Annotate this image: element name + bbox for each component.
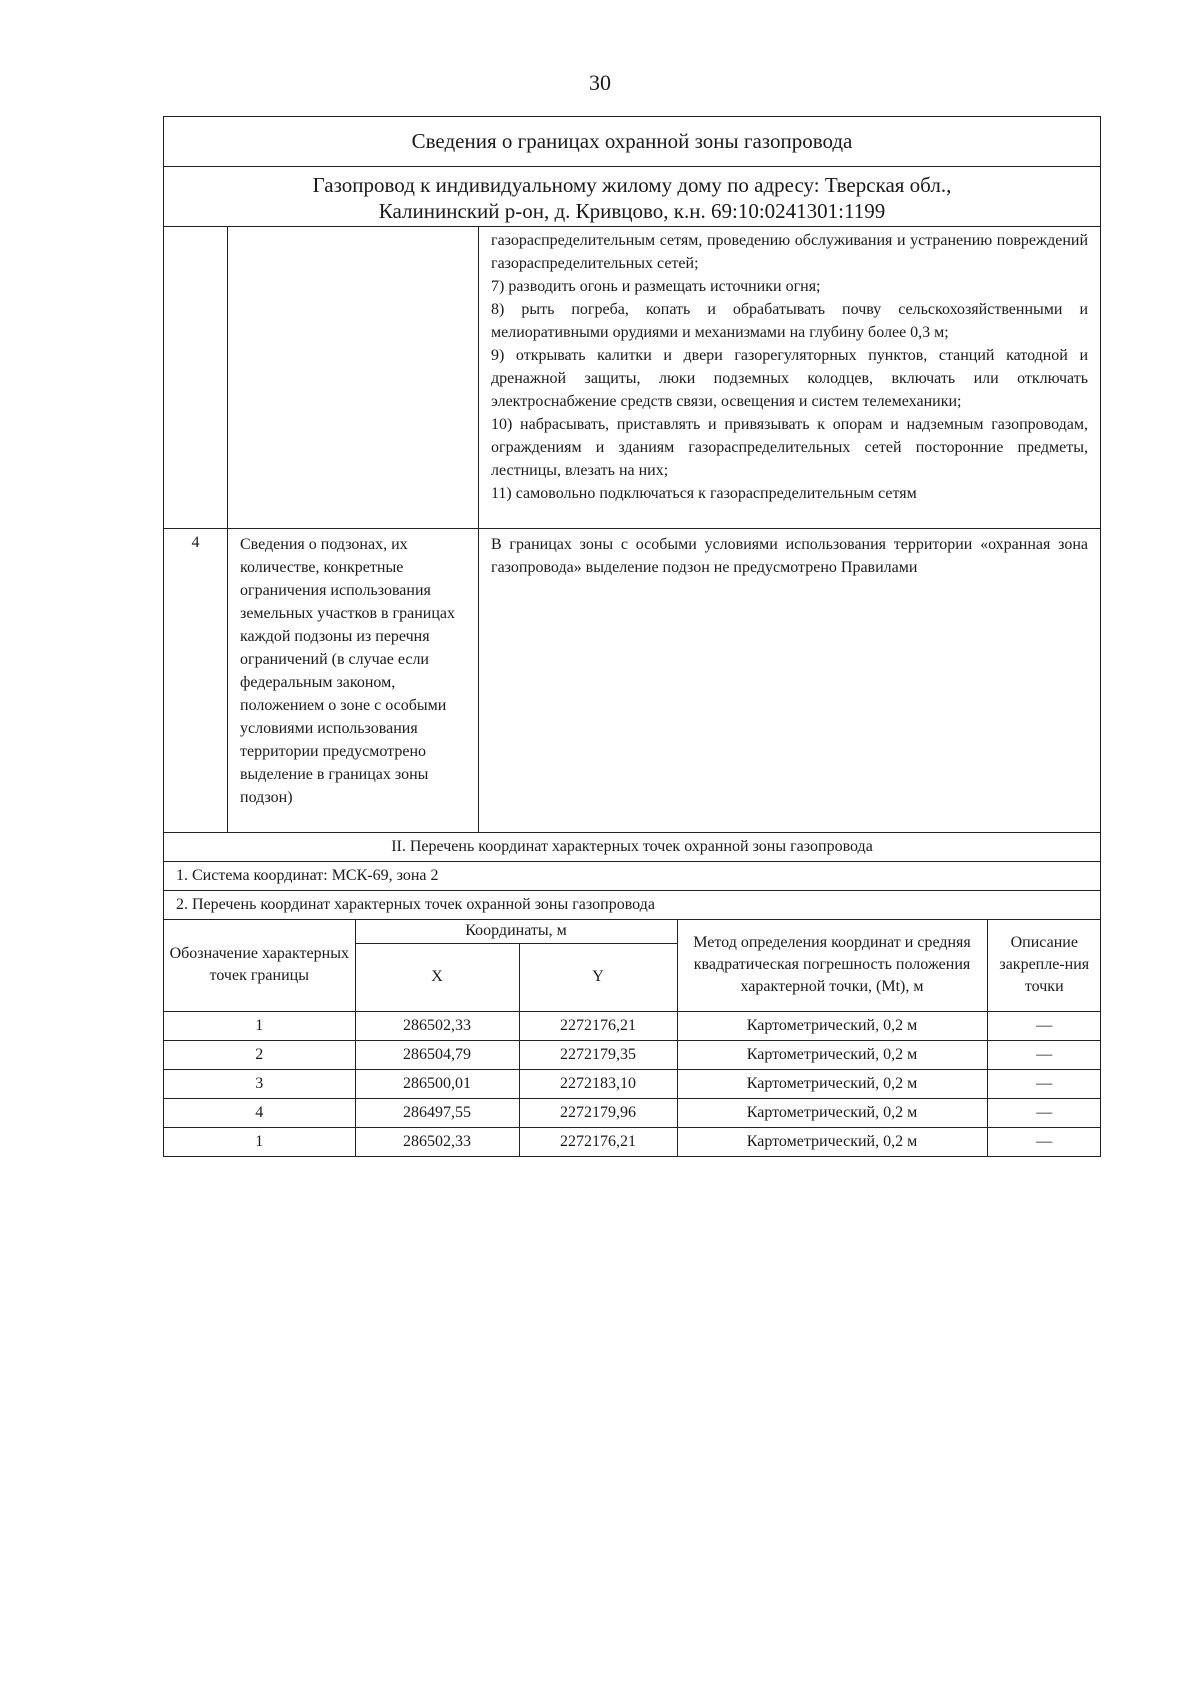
continued-row-description bbox=[228, 227, 479, 529]
table-row bbox=[164, 1127, 1101, 1156]
restriction-text: 10) набрасывать, приставлять и привязывать к опорам и надземным газопроводам, ограждениям и зданиям газораспределительных сетей посторонние предметы, лестницы, влезать на них; bbox=[491, 416, 1089, 479]
y-value: 2272179,96 bbox=[519, 1098, 677, 1127]
object-heading bbox=[164, 167, 1101, 227]
x-value: 286502,33 bbox=[355, 1127, 519, 1156]
object-heading-line-2: Калининский р-он, д. Кривцово, к.н. 69:10:0241301:1199 bbox=[378, 198, 886, 223]
zone-info-table bbox=[163, 116, 1101, 1157]
fixing-description: — bbox=[987, 1040, 1101, 1069]
page-number: 30 bbox=[589, 70, 611, 95]
point-id: 2 bbox=[164, 1040, 355, 1069]
fixing-description: — bbox=[987, 1069, 1101, 1098]
restriction-text: 11) самовольно подключаться к газораспределительным сетям bbox=[491, 485, 917, 502]
restriction-text: газораспределительным сетям, проведению обслуживания и устранению повреждений газораспределительных сетей; bbox=[491, 232, 1089, 272]
header-coordinates: Координаты, м bbox=[355, 920, 677, 943]
point-id: 1 bbox=[164, 1011, 355, 1040]
coordinate-table-cell bbox=[164, 920, 1101, 1157]
header-y: Y bbox=[519, 943, 677, 1011]
y-value: 2272176,21 bbox=[519, 1127, 677, 1156]
y-value: 2272176,21 bbox=[519, 1011, 677, 1040]
x-value: 286497,55 bbox=[355, 1098, 519, 1127]
coordinate-table bbox=[164, 920, 1101, 1156]
table-row bbox=[164, 1069, 1101, 1098]
x-value: 286500,01 bbox=[355, 1069, 519, 1098]
point-id: 1 bbox=[164, 1127, 355, 1156]
row-4-description: Сведения о подзонах, их количестве, конкретные ограничения использования земельных участков в границах каждой подзоны из перечня ограничений (в случае если федеральным законом, положением о зоне с особыми условиями использования территории предусмотрено выделение в границах зоны подзон) bbox=[228, 529, 479, 833]
coordinate-list-title: 2. Перечень координат характерных точек охранной зоны газопровода bbox=[164, 891, 1101, 920]
method-value: Картометрический, 0,2 м bbox=[677, 1127, 987, 1156]
document-title: Сведения о границах охранной зоны газопровода bbox=[164, 117, 1101, 167]
point-id: 4 bbox=[164, 1098, 355, 1127]
method-value: Картометрический, 0,2 м bbox=[677, 1011, 987, 1040]
table-row bbox=[164, 1011, 1101, 1040]
x-value: 286504,79 bbox=[355, 1040, 519, 1069]
row-4-value: В границах зоны с особыми условиями использования территории «охранная зона газопровода» выделение подзон не предусмотрено Правилами bbox=[479, 529, 1101, 833]
fixing-description: — bbox=[987, 1098, 1101, 1127]
object-heading-line-1: Газопровод к индивидуальному жилому дому по адресу: Тверская обл., bbox=[312, 172, 952, 197]
method-value: Картометрический, 0,2 м bbox=[677, 1069, 987, 1098]
section-2-title: II. Перечень координат характерных точек охранной зоны газопровода bbox=[164, 833, 1101, 862]
header-x: X bbox=[355, 943, 519, 1011]
restrictions-continued bbox=[479, 227, 1101, 529]
method-value: Картометрический, 0,2 м bbox=[677, 1040, 987, 1069]
restriction-text: 8) рыть погреба, копать и обрабатывать почву сельскохозяйственными и мелиоративными орудиями и механизмами на глубину более 0,3 м; bbox=[491, 301, 1089, 341]
header-point: Обозначение характерных точек границы bbox=[164, 920, 355, 1011]
coordinate-system: 1. Система координат: МСК-69, зона 2 bbox=[164, 862, 1101, 891]
restriction-text: 7) разводить огонь и размещать источники огня; bbox=[491, 278, 821, 295]
continued-row-number bbox=[164, 227, 228, 529]
row-4-number: 4 bbox=[164, 529, 228, 833]
table-row bbox=[164, 1098, 1101, 1127]
restriction-text: 9) открывать калитки и двери газорегуляторных пунктов, станций катодной и дренажной защиты, люки подземных колодцев, включать или отключать электроснабжение средств связи, освещения и систем телемеханики; bbox=[491, 347, 1089, 410]
y-value: 2272179,35 bbox=[519, 1040, 677, 1069]
table-row bbox=[164, 1040, 1101, 1069]
point-id: 3 bbox=[164, 1069, 355, 1098]
fixing-description: — bbox=[987, 1011, 1101, 1040]
fixing-description: — bbox=[987, 1127, 1101, 1156]
header-description: Описание закрепле-ния точки bbox=[987, 920, 1101, 1011]
method-value: Картометрический, 0,2 м bbox=[677, 1098, 987, 1127]
x-value: 286502,33 bbox=[355, 1011, 519, 1040]
header-method: Метод определения координат и средняя квадратическая погрешность положения характерной точки, (Mt), м bbox=[677, 920, 987, 1011]
y-value: 2272183,10 bbox=[519, 1069, 677, 1098]
